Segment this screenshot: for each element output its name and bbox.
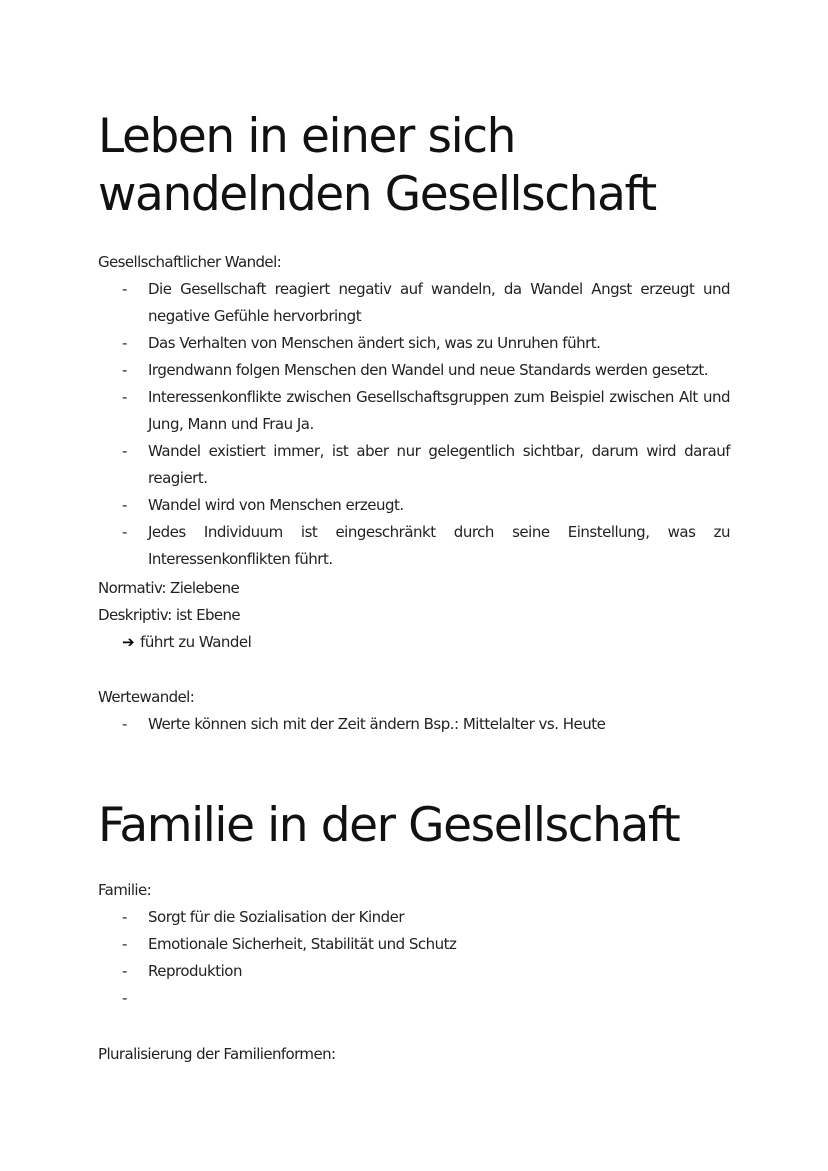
list-item: - Jedes Individuum ist eingeschränkt durch seine Einstellung, was zu Interessenkonflikten führt.	[98, 519, 730, 573]
arrow-line	[122, 629, 251, 656]
dash-bullet: -	[122, 935, 127, 953]
list-item: - Reproduktion	[98, 958, 730, 985]
list-wertewandel	[98, 711, 730, 738]
list-familie	[98, 904, 730, 1012]
dash-bullet: -	[122, 523, 127, 541]
dash-bullet: -	[122, 989, 127, 1007]
list-item: - Das Verhalten von Menschen ändert sich, was zu Unruhen führt.	[98, 330, 730, 357]
list-item: - Werte können sich mit der Zeit ändern Bsp.: Mittelalter vs. Heute	[98, 711, 730, 738]
list-item: - Sorgt für die Sozialisation der Kinder	[98, 904, 730, 931]
list-item: - Emotionale Sicherheit, Stabilität und Schutz	[98, 931, 730, 958]
label-gesellschaftlicher-wandel: Gesellschaftlicher Wandel:	[98, 253, 282, 271]
dash-bullet: -	[122, 334, 127, 352]
label-pluralisierung: Pluralisierung der Familienformen:	[98, 1045, 336, 1063]
dash-bullet: -	[122, 280, 127, 298]
deskriptiv-line: Deskriptiv: ist Ebene	[98, 606, 241, 624]
list-item: - Irgendwann folgen Menschen den Wandel und neue Standards werden gesetzt.	[98, 357, 730, 384]
section-title-wandel: Leben in einer sich wandelnden Gesellschaft	[98, 109, 656, 222]
list-gesellschaftlicher-wandel	[98, 276, 730, 573]
normativ-line: Normativ: Zielebene	[98, 579, 240, 597]
arrow-right-icon: ➔	[122, 633, 135, 651]
dash-bullet: -	[122, 962, 127, 980]
dash-bullet: -	[122, 442, 127, 460]
list-item: - Die Gesellschaft reagiert negativ auf wandeln, da Wandel Angst erzeugt und negative Gefühle hervorbringt	[98, 276, 730, 330]
list-item: - Wandel wird von Menschen erzeugt.	[98, 492, 730, 519]
dash-bullet: -	[122, 388, 127, 406]
label-wertewandel: Wertewandel:	[98, 688, 195, 706]
dash-bullet: -	[122, 361, 127, 379]
section-title-familie: Familie in der Gesellschaft	[98, 798, 680, 853]
dash-bullet: -	[122, 715, 127, 733]
list-item	[98, 985, 730, 1012]
list-item: - Interessenkonflikte zwischen Gesellschaftsgruppen zum Beispiel zwischen Alt und Jung, Mann und Frau Ja.	[98, 384, 730, 438]
dash-bullet: -	[122, 908, 127, 926]
arrow-text: führt zu Wandel	[140, 633, 252, 651]
list-item: - Wandel existiert immer, ist aber nur gelegentlich sichtbar, darum wird darauf reagiert.	[98, 438, 730, 492]
label-familie: Familie:	[98, 881, 152, 899]
dash-bullet: -	[122, 496, 127, 514]
